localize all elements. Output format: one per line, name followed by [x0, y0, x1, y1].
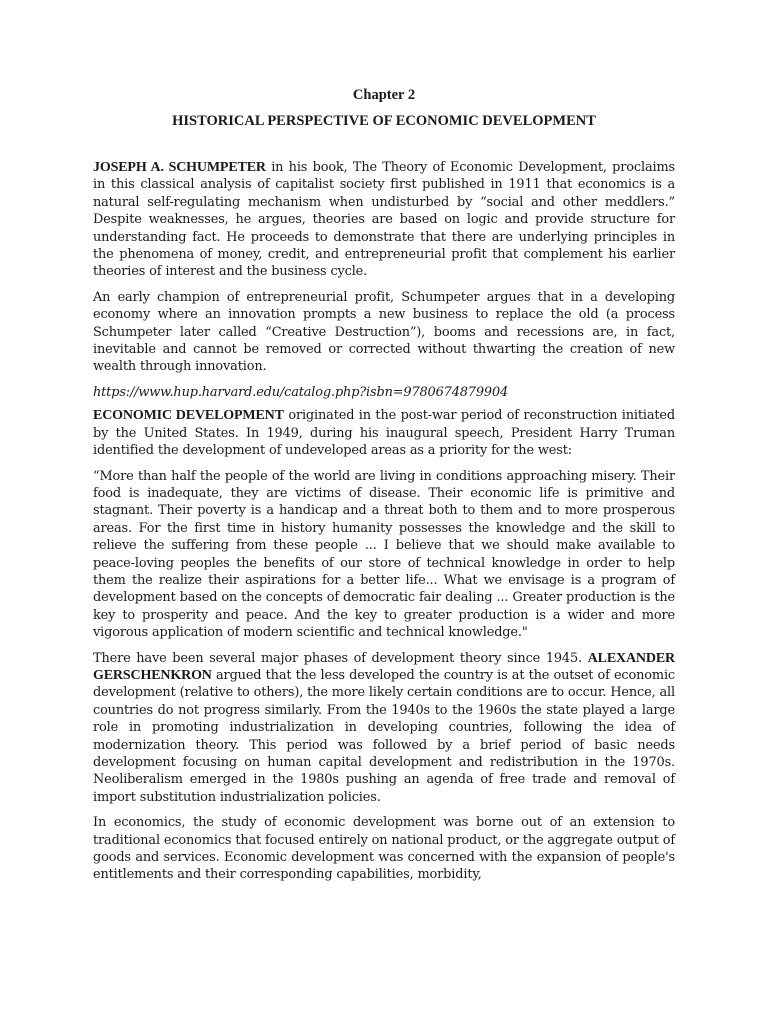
- paragraph-development-phases: [93, 650, 675, 807]
- paragraph-text: There have been several major phases of development theory since 1945.: [93, 650, 588, 666]
- lead-economic-development: ECONOMIC DEVELOPMENT: [93, 408, 284, 424]
- paragraph-text: originated in the post-war period of reconstruction initiated by the United States. In 1949, during his inaugural speech, President Harry Truman identified the development of undeveloped areas as a priority for the west:: [93, 408, 675, 459]
- chapter-title: HISTORICAL PERSPECTIVE OF ECONOMIC DEVELOPMENT: [172, 113, 596, 129]
- source-url: https://www.hup.harvard.edu/catalog.php?isbn=9780674879904: [93, 384, 509, 400]
- paragraph-entrepreneurial-profit: An early champion of entrepreneurial profit, Schumpeter argues that in a developing economy where an innovation prompts a new business to replace the old (a process Schumpeter later called “Creative Destruction”), booms and recessions are, in fact, inevitable and cannot be removed or corrected without thwarting the creation of new wealth through innovation.: [93, 289, 675, 375]
- truman-quote: “More than half the people of the world are living in conditions approaching misery. Their food is inadequate, they are victims of disease. Their economic life is primitive and stagnant. Their poverty is a handicap and a threat both to them and to more prosperous areas. For the first time in history humanity possesses the knowledge and the skill to relieve the suffering from these people ... I believe that we should make available to peace-loving peoples the benefits of our store of technical knowledge in order to help them the realize their aspirations for a better life... What we envisage is a program of development based on the concepts of democratic fair dealing ... Greater production is the key to prosperity and peace. And the key to greater production is a wider and more vigorous application of modern scientific and technical knowledge.": [93, 468, 675, 641]
- paragraph-schumpeter: [93, 159, 675, 281]
- paragraph-economic-development: [93, 407, 675, 459]
- paragraph-text: argued that the less developed the country is at the outset of economic development (relative to others), the more likely certain conditions are to occur. Hence, all countries do not progress similarly. From the 1940s to the 1960s the state played a large role in promoting industrialization in developing countries, following the idea of modernization theory. This period was followed by a brief period of basic needs development focusing on human capital development and redistribution in the 1970s. Neoliberalism emerged in the 1980s pushing an agenda of free trade and removal of import substitution industrialization policies.: [93, 667, 675, 805]
- paragraph-economics-study: In economics, the study of economic development was borne out of an extension to traditional economics that focused entirely on national product, or the aggregate output of goods and services. Economic development was concerned with the expansion of people's entitlements and their corresponding capabilities, morbidity,: [93, 815, 675, 883]
- lead-name-schumpeter: JOSEPH A. SCHUMPETER: [93, 160, 266, 175]
- lead-name-gerschenkron: ALEXANDER GERSCHENKRON: [93, 650, 675, 683]
- chapter-heading: Chapter 2: [352, 87, 416, 103]
- document-page: [93, 86, 675, 892]
- paragraph-text: in his book, The Theory of Economic Development, proclaims in this classical analysis of capitalist society first published in 1911 that economics is a natural self-regulating mechanism when undisturbed by “social and other meddlers.” Despite weaknesses, he argues, theories are based on logic and provide structure for understanding fact. He proceeds to demonstrate that there are underlying principles in the phenomena of money, credit, and entrepreneurial profit that complement his earlier theories of interest and the business cycle.: [93, 160, 675, 280]
